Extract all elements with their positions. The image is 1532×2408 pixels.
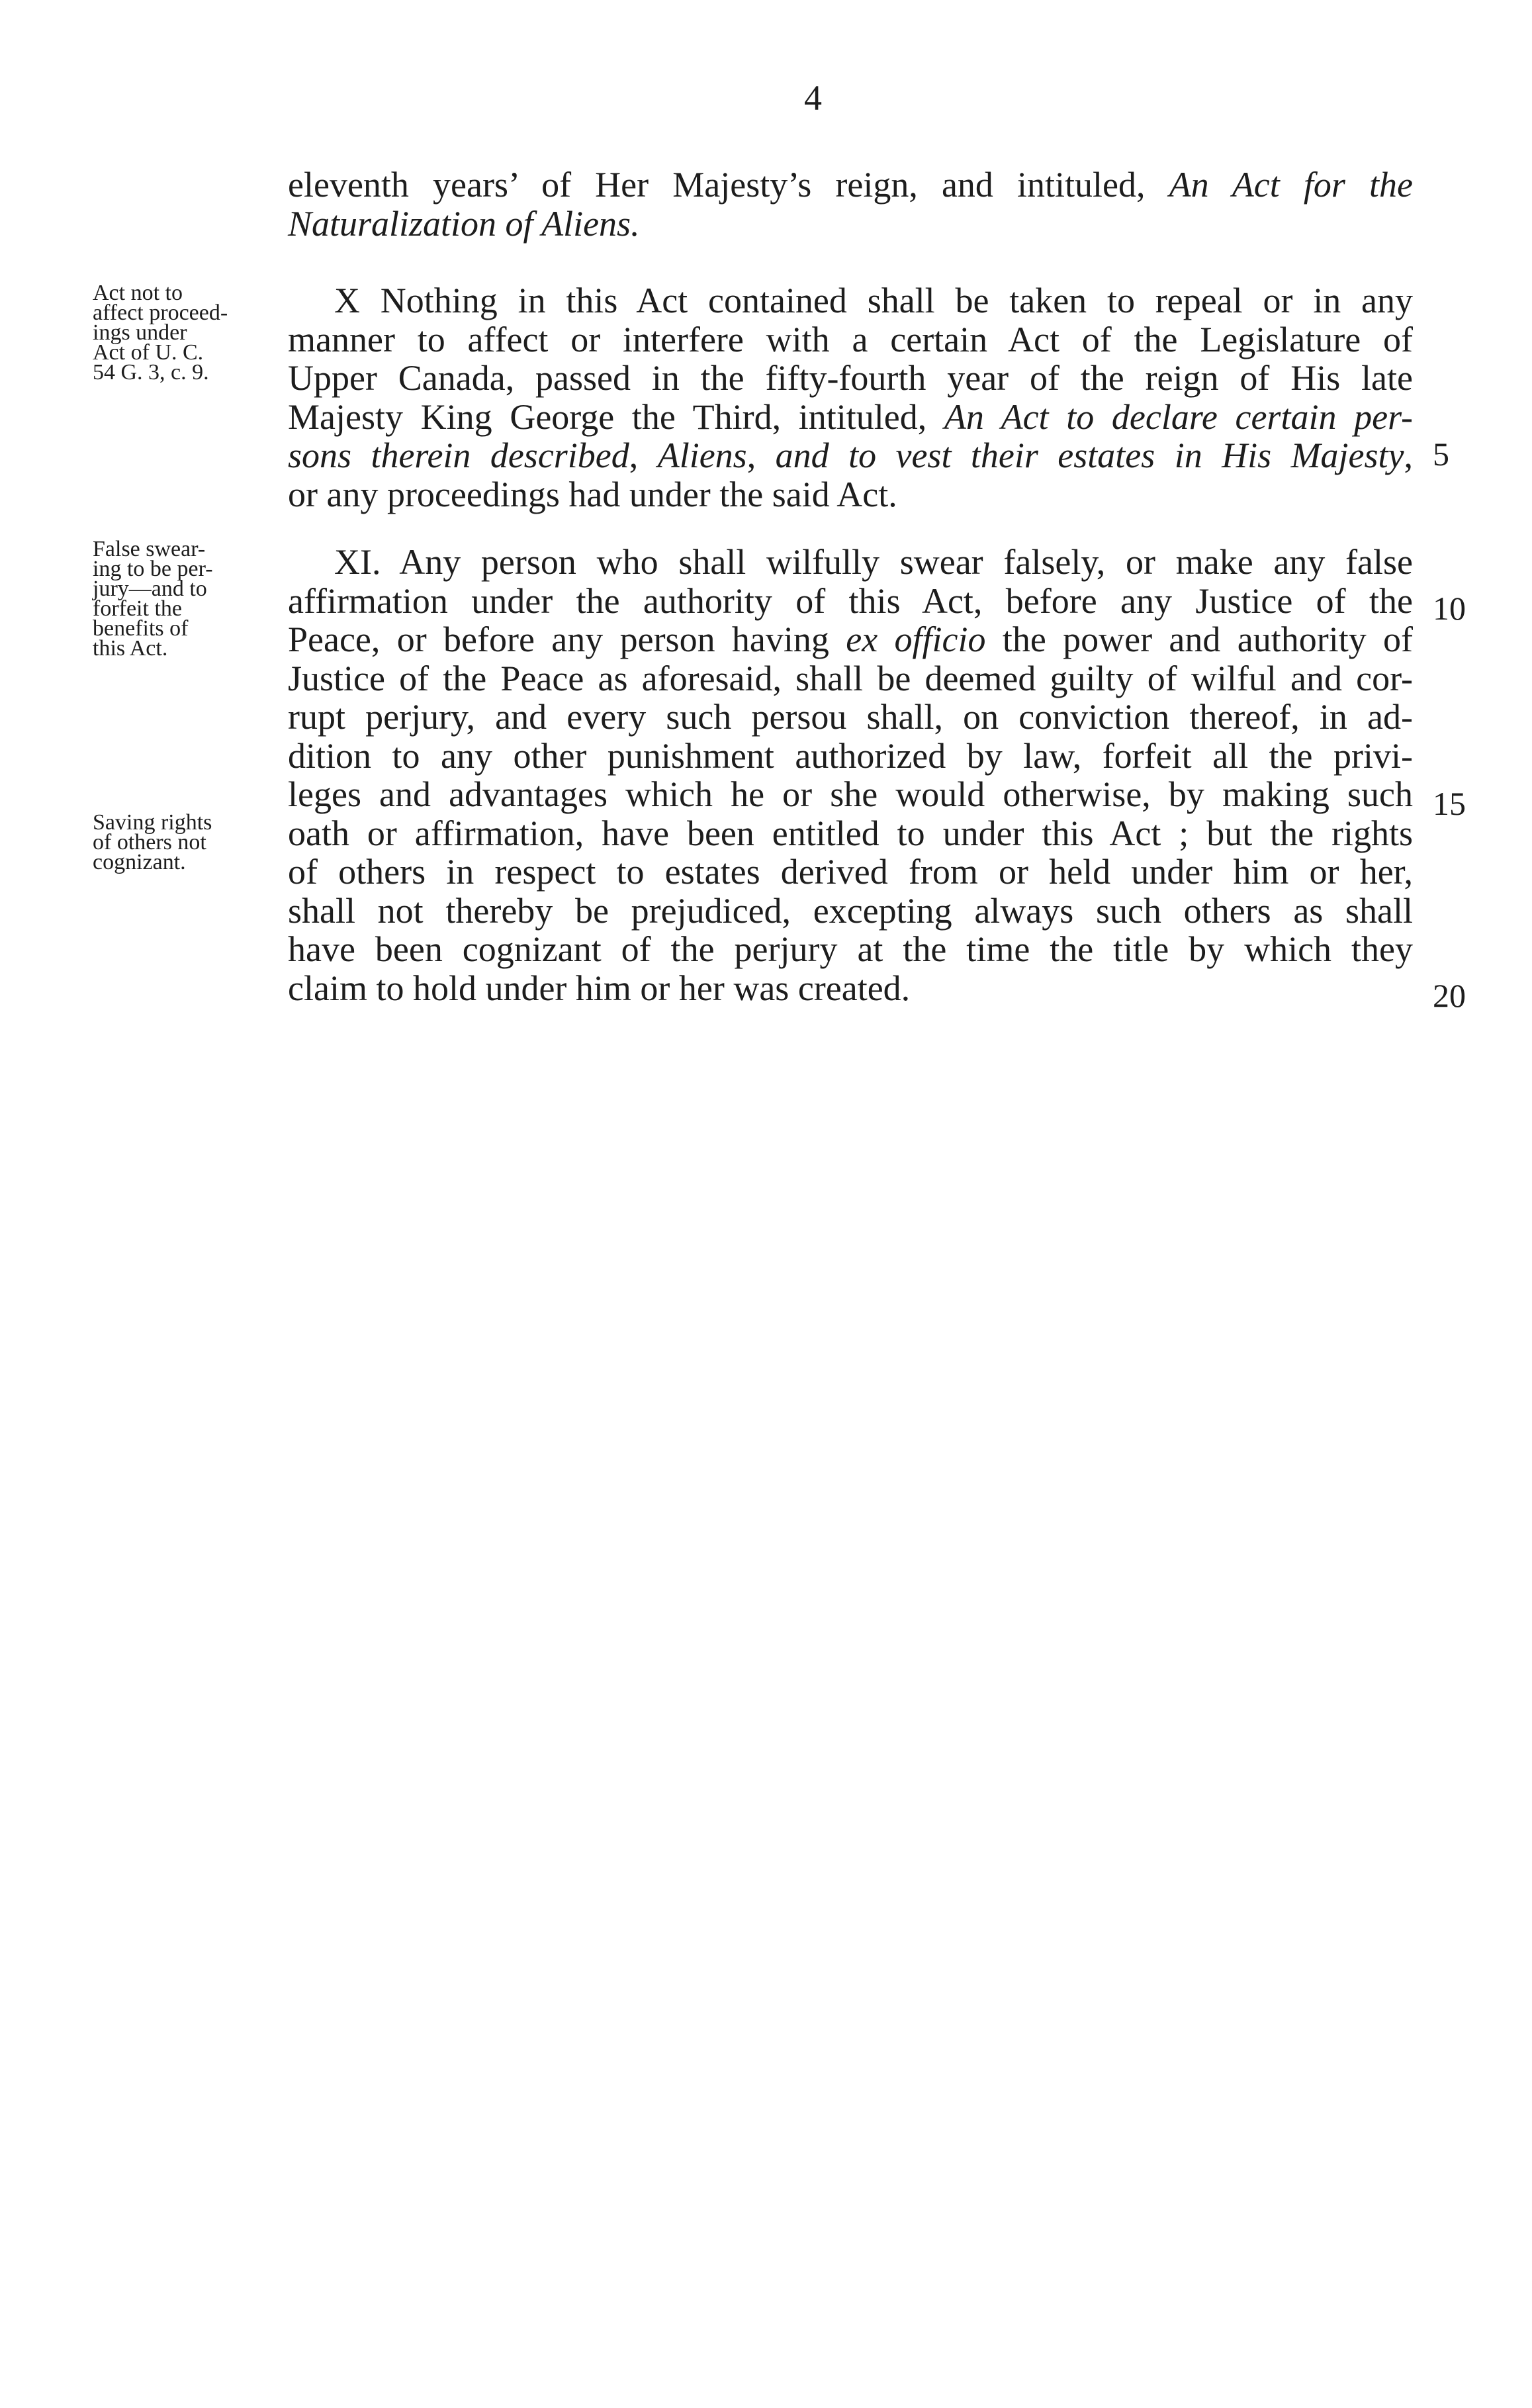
section-x-paragraph — [288, 281, 1413, 514]
intro-line-2: Naturalization of Aliens. — [288, 203, 640, 244]
intro-line-1: eleventh years’ of Her Majesty’s reign, and intituled, An Act for the — [288, 165, 1413, 205]
section-xi-line-12: claim to hold under him or her was created. — [288, 968, 911, 1008]
section-xi-line-7: leges and advantages which he or she would otherwise, by making such — [288, 774, 1413, 814]
line-number-15: 15 — [1433, 785, 1466, 822]
section-x-line-5: sons therein described, Aliens, and to vest their estates in His Majesty, — [288, 436, 1414, 475]
section-xi-line-1: XI. Any person who shall wilfully swear falsely, or make any false — [334, 542, 1413, 582]
section-x-line-3: Upper Canada, passed in the fifty-fourth year of the reign of His late — [288, 358, 1413, 398]
section-xi-line-9: of others in respect to estates derived from or held under him or her, — [288, 852, 1413, 892]
page-number: 4 — [804, 78, 822, 118]
intro-paragraph — [288, 165, 1413, 243]
section-x-line-4: Majesty King George the Third, intituled, An Act to declare certain per- — [288, 396, 1414, 437]
line-number-10: 10 — [1433, 590, 1466, 627]
section-xi-paragraph — [288, 543, 1413, 1007]
line-number-5: 5 — [1433, 436, 1449, 473]
section-x-line-6: or any proceedings had under the said Act. — [288, 474, 897, 514]
section-xi-line-3: Peace, or before any person having ex officio the power and authority of — [288, 620, 1414, 659]
section-x-line-1: X Nothing in this Act contained shall be taken to repeal or in any — [334, 281, 1413, 320]
section-xi-line-11: have been cognizant of the perjury at the time the title by which they — [288, 929, 1413, 969]
section-x-line-2: manner to affect or interfere with a certain Act of the Legislature of — [288, 319, 1413, 359]
margin-note-saving-rights: Saving rights of others not cognizant. — [93, 810, 212, 874]
line-number-20: 20 — [1433, 977, 1466, 1014]
section-xi-line-4: Justice of the Peace as aforesaid, shall be deemed guilty of wilful and cor- — [288, 658, 1413, 698]
section-xi-line-5: rupt perjury, and every such persou shall, on conviction thereof, in ad- — [288, 697, 1413, 737]
section-xi-line-2: affirmation under the authority of this Act, before any Justice of the — [288, 580, 1413, 621]
section-xi-line-10: shall not thereby be prejudiced, excepting always such others as shall — [288, 890, 1413, 931]
section-xi-line-8: oath or affirmation, have been entitled to under this Act ; but the rights — [288, 813, 1413, 853]
section-xi-line-6: dition to any other punishment authorized by law, forfeit all the privi- — [288, 735, 1413, 776]
margin-note-false-swearing: False swear- ing to be per- jury—and to forfeit the benefits of this Act. — [93, 537, 213, 661]
margin-note-section-x: Act not to affect proceed- ings under Act of U. C. 54 G. 3, c. 9. — [93, 281, 228, 385]
